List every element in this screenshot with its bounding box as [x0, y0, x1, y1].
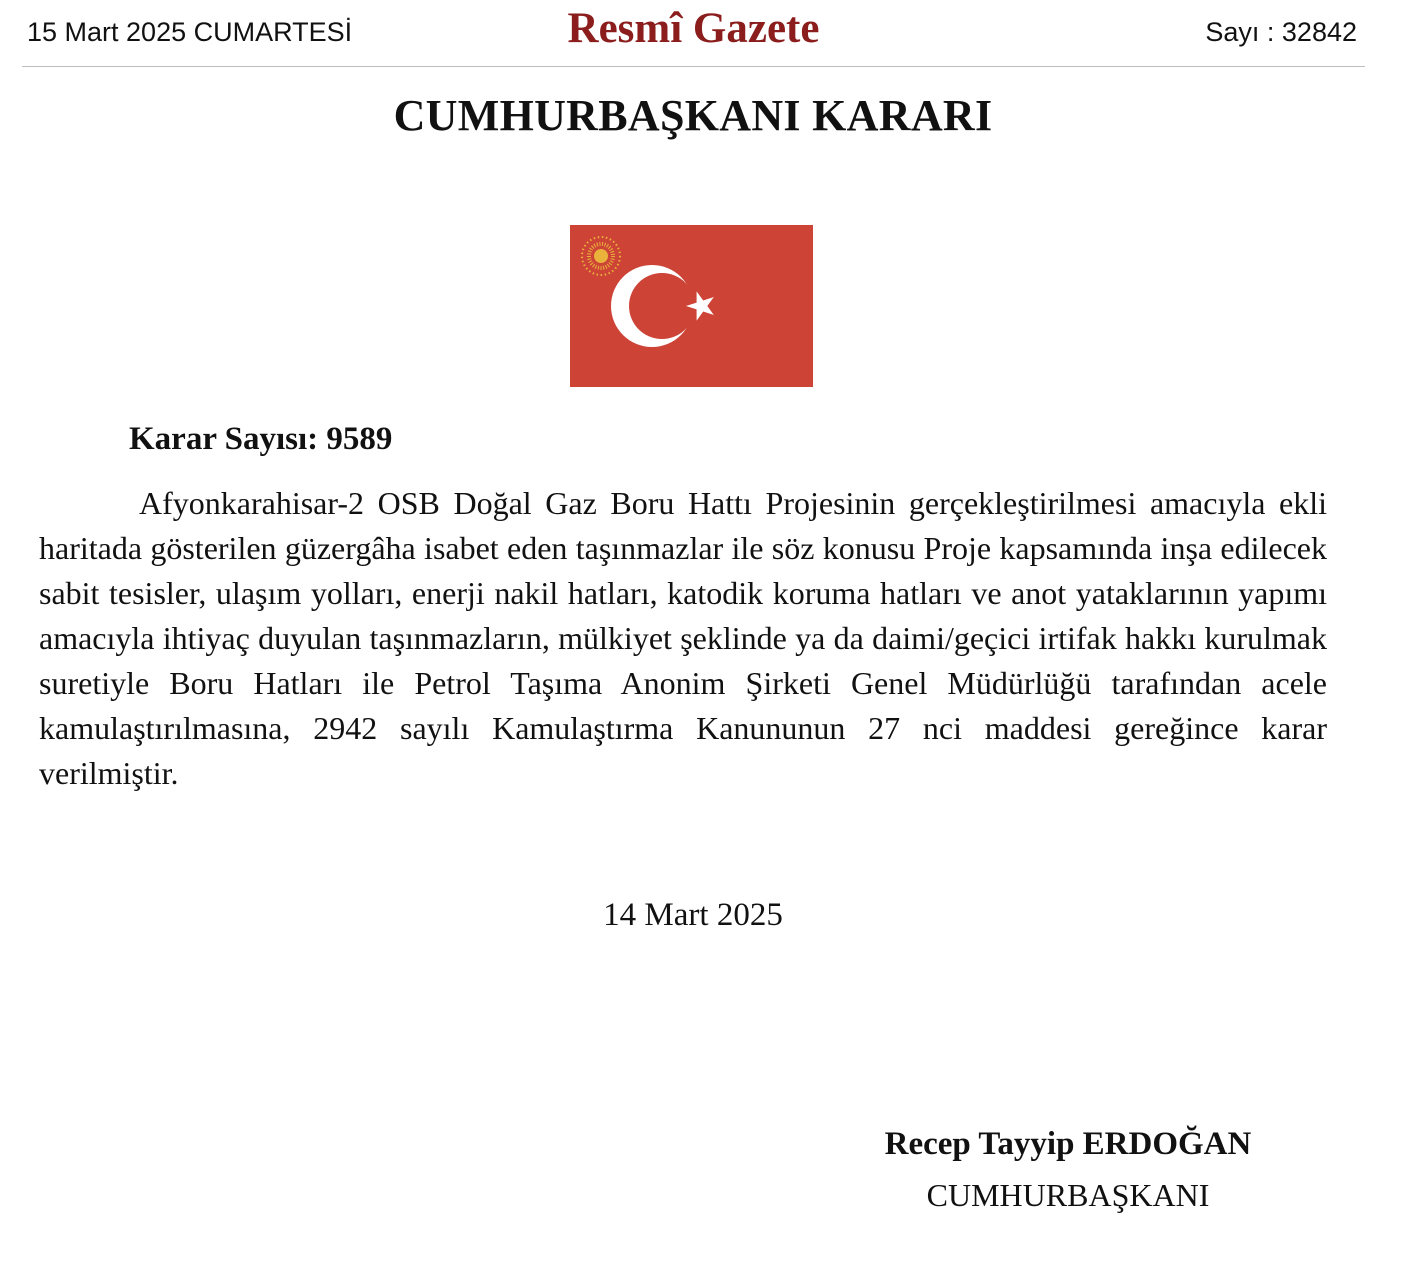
signer-title: CUMHURBAŞKANI	[926, 1177, 1210, 1213]
masthead	[22, 0, 1365, 67]
gazette-title: Resmî Gazete	[567, 5, 820, 52]
turkish-flag-icon	[570, 225, 813, 387]
decision-date: 14 Mart 2025	[603, 897, 783, 933]
decision-number: Karar Sayısı: 9589	[129, 421, 393, 457]
issue-number: Sayı : 32842	[1205, 17, 1357, 47]
signer-name: Recep Tayyip ERDOĞAN	[884, 1126, 1252, 1162]
decision-body: Afyonkarahisar-2 OSB Doğal Gaz Boru Hattı Projesinin gerçekleştirilmesi amacıyla ekli haritada gösterilen güzergâha isabet eden taşınmazlar ile söz konusu Proje kapsamında inşa edilecek sabit tesisler, ulaşım yolları, enerji nakil hatları, katodik koruma hatları ve anot yataklarının yapımı amacıyla ihtiyaç duyulan taşınmazların, mülkiyet şeklinde ya da daimi/geçici irtifak hakkı kurulmak suretiyle Boru Hatları ile Petrol Taşıma Anonim Şirketi Genel Müdürlüğü tarafından acele kamulaştırılmasına, 2942 sayılı Kamulaştırma Kanununun 27 nci maddesi gereğince karar verilmiştir.	[39, 485, 1327, 791]
document-heading: CUMHURBAŞKANI KARARI	[393, 91, 993, 140]
issue-date: 15 Mart 2025 CUMARTESİ	[27, 17, 353, 47]
signature-block	[868, 1126, 1268, 1214]
